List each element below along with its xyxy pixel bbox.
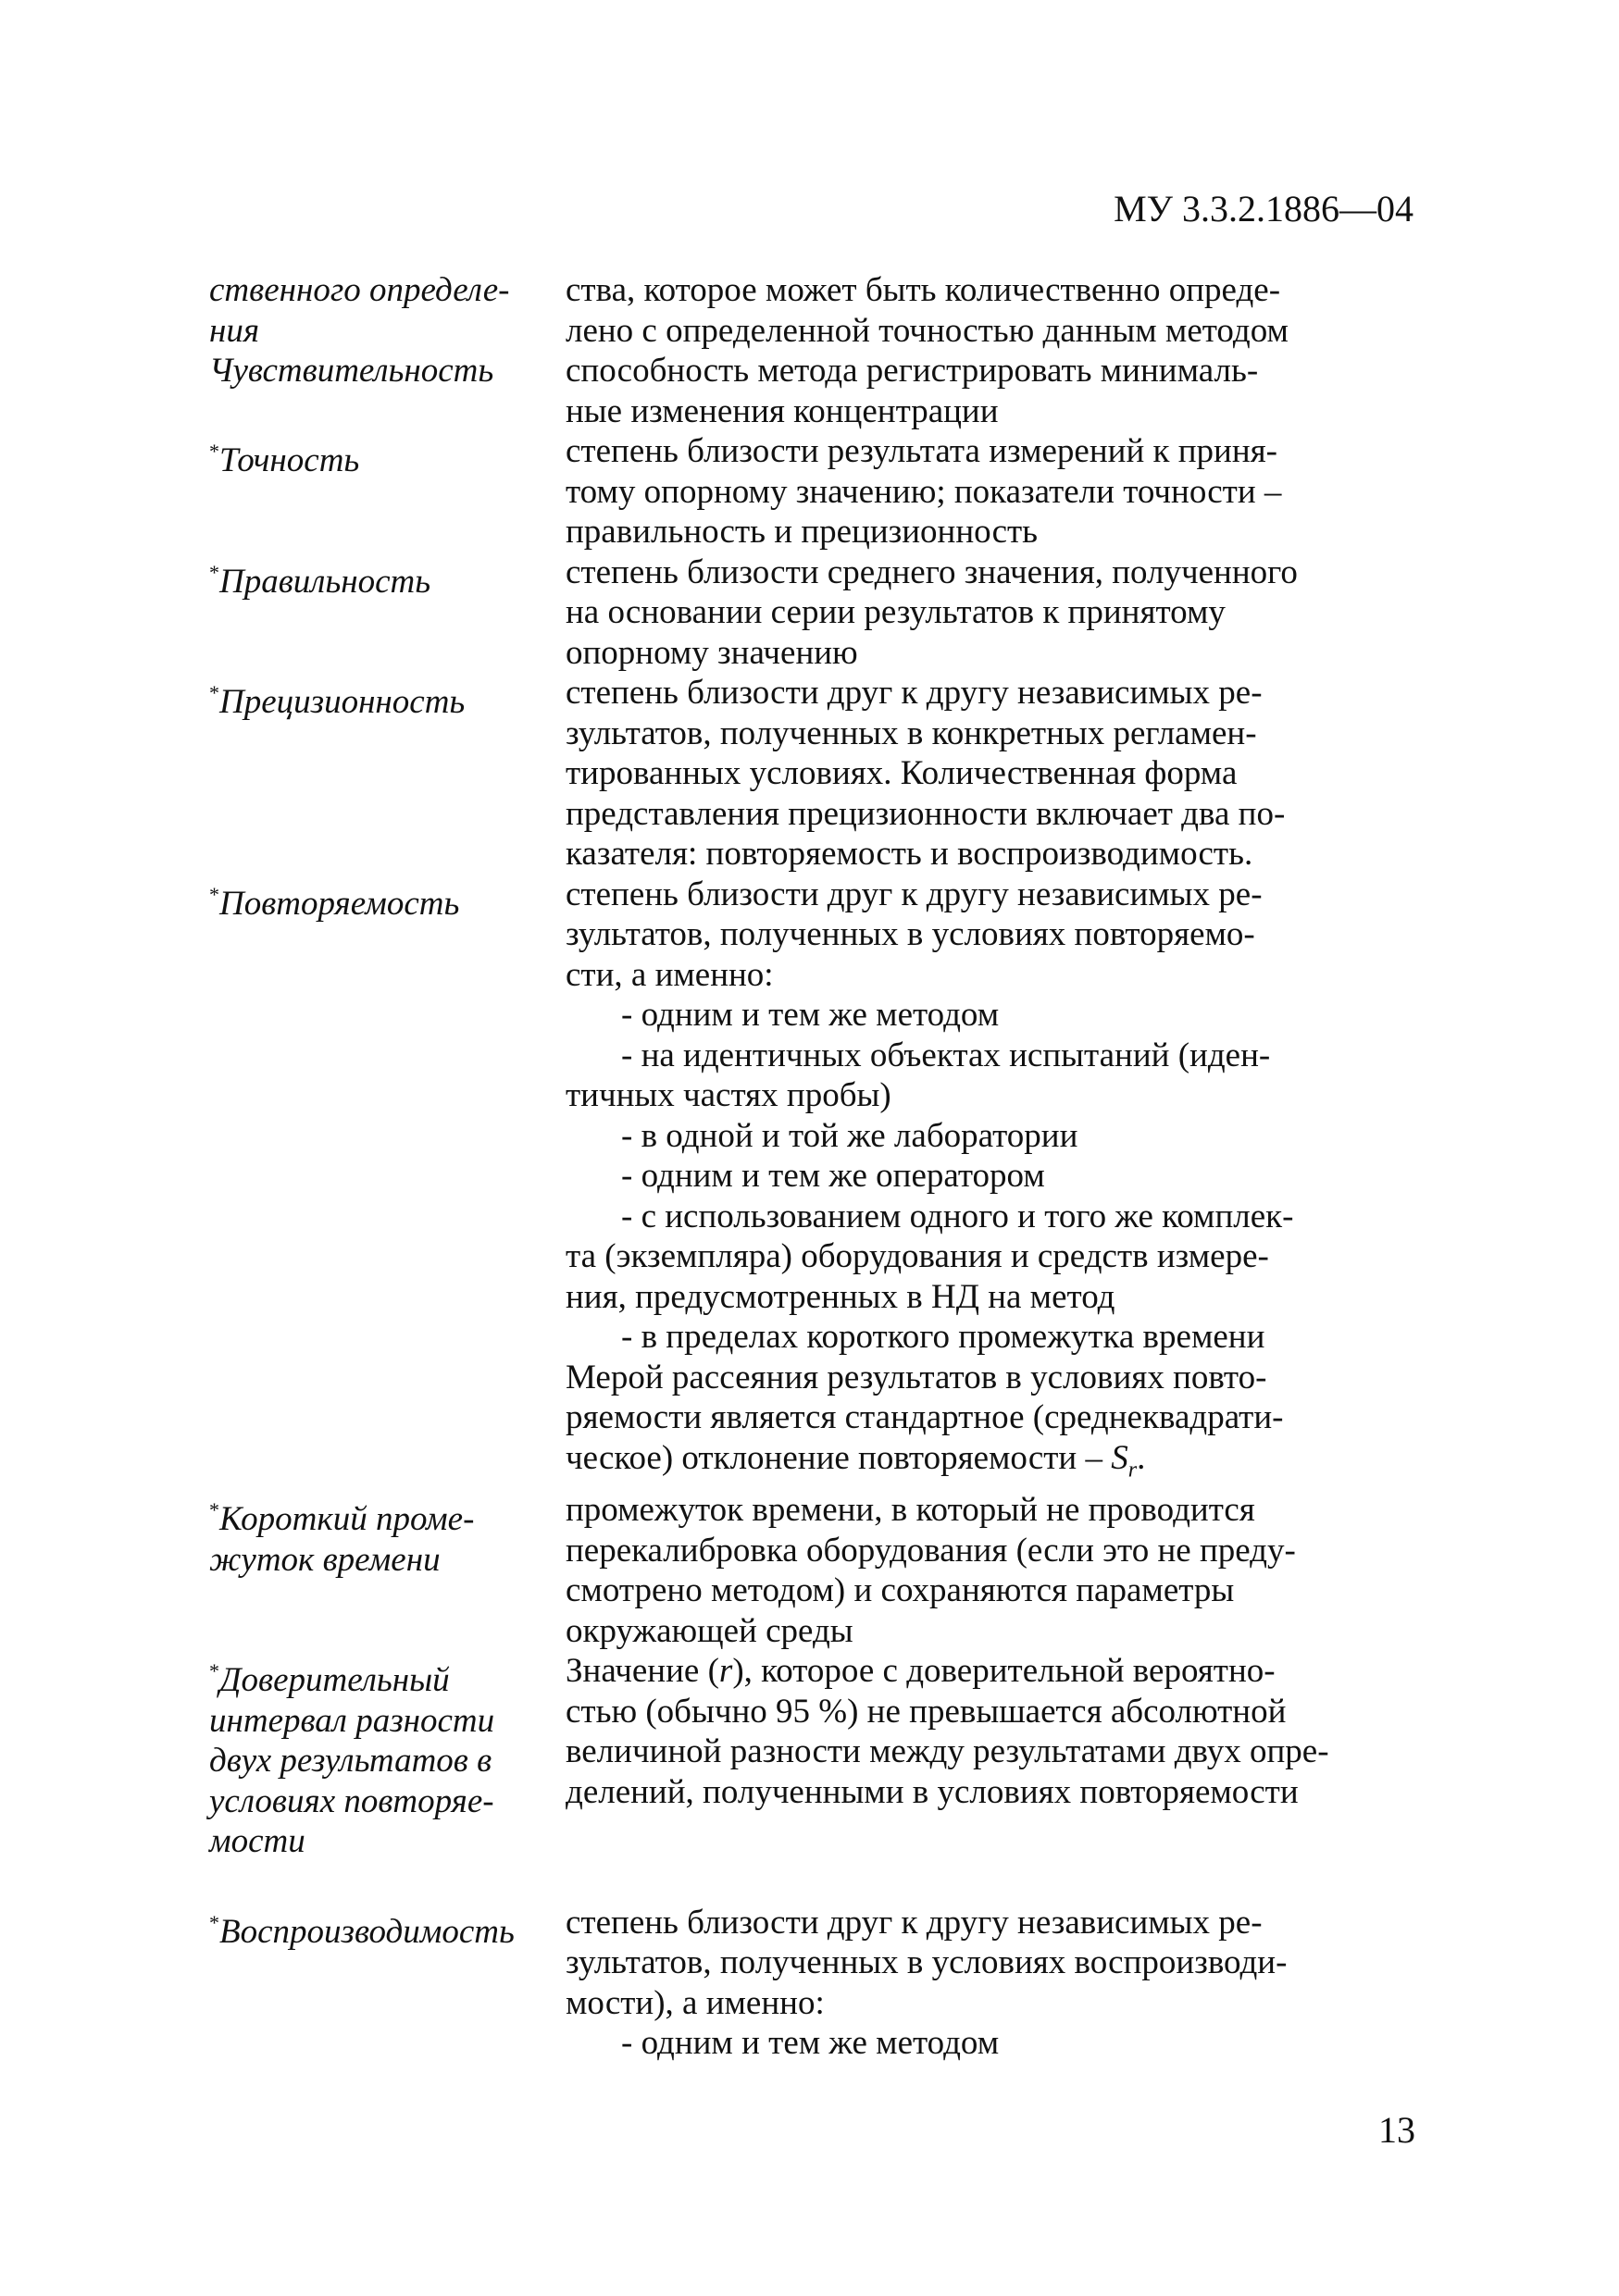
term-name [209, 673, 566, 875]
definition-line: стью (обычно 95 %) не превышается абсолютной [566, 1692, 1287, 1731]
term-row [209, 351, 1413, 431]
definition-line: лено с определенной точностью данным методом [566, 311, 1289, 350]
list-item-line: - в пределах короткого промежутка времени [621, 1318, 1265, 1356]
definition-line: способность метода регистрировать минималь- [566, 352, 1259, 390]
asterisk-mark: * [209, 1498, 219, 1522]
term-row [209, 270, 1413, 351]
term-row [209, 1903, 1413, 2064]
term-definition [566, 875, 1413, 1491]
asterisk-mark: * [209, 882, 219, 906]
list-item-line: ния, предусмотренных в НД на метод [566, 1277, 1115, 1316]
term-definition [566, 1903, 1413, 2064]
term-text: Точность [219, 441, 360, 479]
definition-line: перекалибровка оборудования (если это не преду- [566, 1531, 1296, 1570]
definition-line: степень близости друг к другу независимых ре- [566, 1903, 1263, 1942]
definition-line: ческое) отклонение повторяемости – $S_r$. [566, 1438, 1146, 1482]
definition-line: величиной разности между результатами двух опре- [566, 1732, 1329, 1771]
term-text: Короткий проме- жуток времени [209, 1500, 475, 1579]
term-name [209, 1490, 566, 1651]
list-item-line: - с использованием одного и того же комплек- [621, 1197, 1294, 1235]
definition-line: степень близости друг к другу независимых ре- [566, 875, 1263, 913]
term-definition [566, 673, 1413, 875]
definition-line: смотрено методом) и сохраняются параметры [566, 1571, 1235, 1610]
definition-line: делений, полученными в условиях повторяемости [566, 1772, 1299, 1811]
terms-table [209, 270, 1413, 2064]
list-item-line: - в одной и той же лаборатории [621, 1116, 1078, 1155]
definition-line: Значение (r), которое с доверительной вероятно- [566, 1652, 1276, 1691]
term-name [209, 1651, 566, 1862]
term-row [209, 1651, 1413, 1862]
definition-line: Мерой рассеяния результатов в условиях повто- [566, 1358, 1267, 1396]
term-text: Правильность [219, 562, 431, 601]
definition-line: зультатов, полученных в конкретных регламен- [566, 714, 1257, 752]
term-row [209, 875, 1413, 1491]
list-item-line: - одним и тем же методом [621, 996, 1000, 1034]
definition-line: мости), а именно: [566, 1983, 825, 2022]
definition-line: степень близости результата измерений к приня- [566, 432, 1277, 470]
definition-line: казателя: повторяемость и воспроизводимость. [566, 835, 1253, 873]
asterisk-mark: * [209, 440, 219, 463]
term-name [209, 431, 566, 552]
definition-line: ные изменения концентрации [566, 391, 999, 430]
term-text: Доверительный интервал разности двух результатов в условиях повторяе- мости [209, 1661, 495, 1861]
list-item-line: - одним и тем же оператором [621, 1157, 1045, 1195]
definition-line: представления прецизионности включает два по- [566, 794, 1286, 833]
definition-line: на основании серии результатов к принятому [566, 593, 1226, 631]
term-definition [566, 1490, 1413, 1651]
definition-line: окружающей среды [566, 1611, 853, 1650]
list-item-line: та (экземпляра) оборудования и средств измере- [566, 1237, 1269, 1275]
definition-line: степень близости друг к другу независимых ре- [566, 674, 1263, 712]
term-row [209, 431, 1413, 552]
term-text: Повторяемость [219, 884, 460, 923]
asterisk-mark: * [209, 1910, 219, 1934]
definition-line: промежуток времени, в который не проводится [566, 1491, 1255, 1530]
term-definition [566, 1651, 1413, 1862]
term-definition [566, 552, 1413, 674]
term-row [209, 1490, 1413, 1651]
term-row [209, 552, 1413, 674]
term-definition [566, 270, 1413, 351]
term-text: Воспроизводимость [219, 1912, 515, 1951]
definition-line: степень близости среднего значения, полученного [566, 552, 1298, 591]
definition-line: тированных условиях. Количественная форма [566, 754, 1238, 792]
definition-line: ряемости является стандартное (среднеквадрати- [566, 1398, 1284, 1436]
list-item-line: - на идентичных объектах испытаний (иден- [621, 1036, 1271, 1074]
definition-line: сти, а именно: [566, 955, 774, 994]
list-item-line: тичных частях пробы) [566, 1076, 891, 1114]
term-definition [566, 351, 1413, 431]
term-name [209, 1903, 566, 2064]
term-text: Прецизионность [219, 683, 466, 721]
definition-line: опорному значению [566, 633, 858, 672]
asterisk-mark: * [209, 681, 219, 704]
symbol-s: S [1111, 1438, 1128, 1477]
subscript-r: r [1127, 1457, 1138, 1482]
list-item-line: - одним и тем же методом [621, 2024, 1000, 2063]
symbol-r: r [718, 1652, 733, 1691]
definition-line: зультатов, полученных в условиях повторяемо- [566, 915, 1255, 953]
definition-line: зультатов, полученных в условиях воспроизводи- [566, 1943, 1288, 1982]
term-name [209, 875, 566, 1491]
term-name [209, 552, 566, 674]
asterisk-mark: * [209, 560, 219, 584]
definition-line: тому опорному значению; показатели точности – [566, 472, 1282, 511]
term-text: Чувствительность [209, 352, 494, 390]
asterisk-mark: * [209, 1659, 219, 1683]
document-code: МУ 3.3.2.1886—04 [1114, 188, 1414, 230]
term-definition [566, 431, 1413, 552]
term-text: ственного определе- ния [209, 271, 510, 350]
term-name [209, 351, 566, 431]
term-row [209, 673, 1413, 875]
definition-line: правильность и прецизионность [566, 513, 1039, 551]
definition-line: ства, которое может быть количественно опреде- [566, 271, 1281, 309]
term-name [209, 270, 566, 351]
page-number: 13 [1378, 2109, 1415, 2151]
